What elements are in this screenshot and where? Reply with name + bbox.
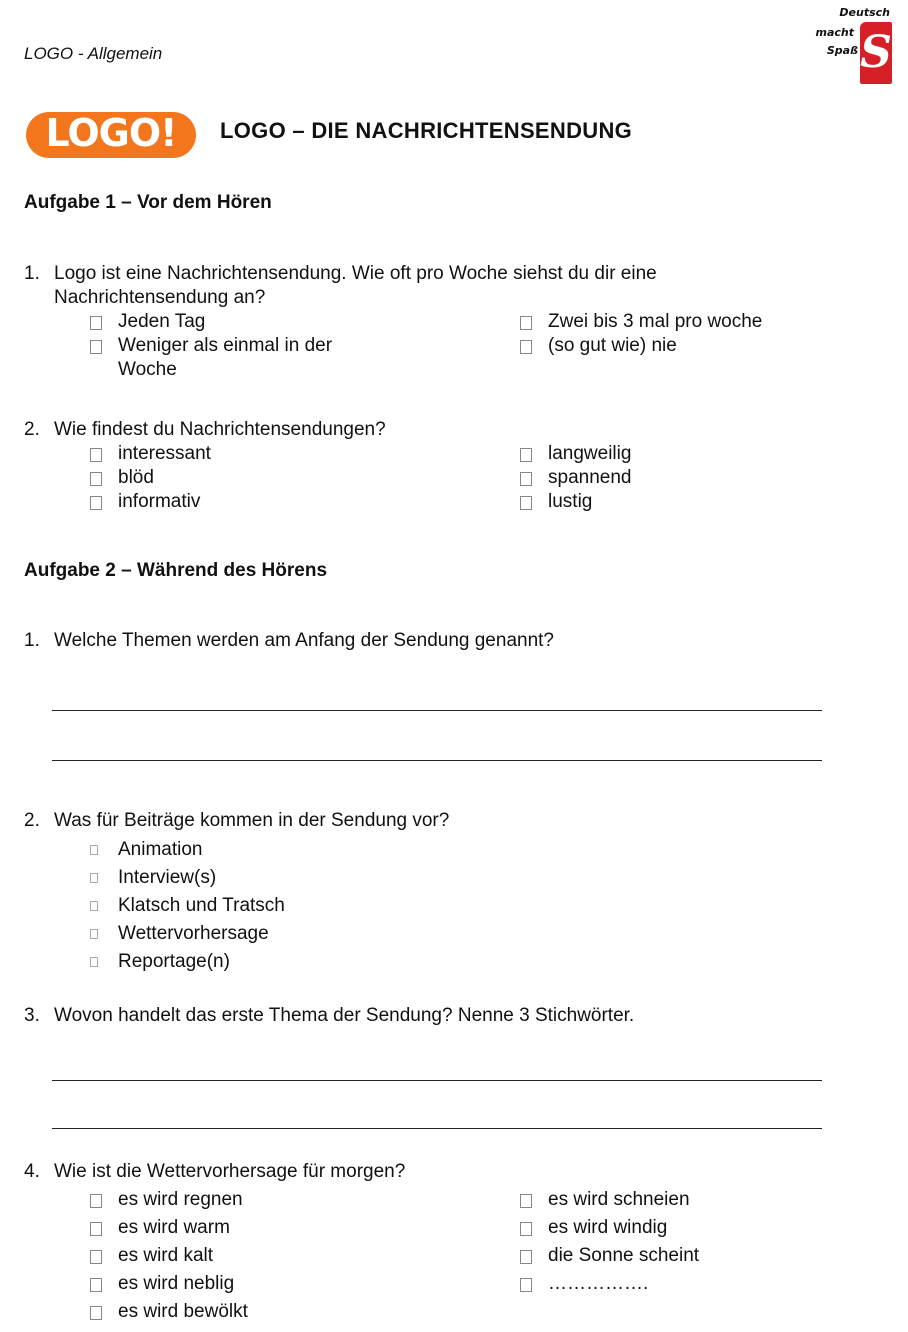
option-label: lustig — [548, 491, 593, 512]
brand-line-1: Deutsch — [839, 6, 890, 19]
option-label: (so gut wie) nie — [548, 335, 677, 356]
logo-badge — [26, 112, 196, 158]
option-label: Wettervorhersage — [118, 923, 269, 944]
document-title: LOGO – DIE NACHRICHTENSENDUNG — [220, 118, 633, 143]
checkbox[interactable] — [90, 472, 102, 486]
option-label: Jeden Tag — [118, 311, 206, 332]
question-text: Wovon handelt das erste Thema der Sendung? Nenne 3 Stichwörter. — [54, 1005, 635, 1026]
question-2-2 — [24, 809, 449, 833]
answer-line[interactable] — [52, 1128, 822, 1129]
option-label: es wird schneien — [548, 1189, 690, 1210]
option-label: es wird warm — [118, 1217, 230, 1238]
options-left-q2-4 — [90, 1186, 470, 1326]
option-bloed[interactable] — [90, 466, 390, 490]
question-number: 1. — [24, 630, 40, 651]
answer-line[interactable] — [52, 760, 822, 761]
option-wettervorhersage[interactable] — [90, 920, 490, 948]
question-number: 3. — [24, 1005, 40, 1026]
option-label: die Sonne scheint — [548, 1245, 700, 1266]
option-label: Reportage(n) — [118, 951, 230, 972]
option-zwei-bis-drei[interactable] — [520, 310, 840, 334]
option-label: es wird bewölkt — [118, 1301, 248, 1322]
question-number: 4. — [24, 1161, 40, 1182]
question-text: Wie ist die Wettervorhersage für morgen? — [54, 1161, 406, 1182]
option-label: es wird regnen — [118, 1189, 243, 1210]
brand-line-3: Spaß — [826, 44, 858, 57]
checkbox[interactable] — [520, 316, 532, 330]
checkbox[interactable] — [520, 448, 532, 462]
option-label: Zwei bis 3 mal pro woche — [548, 311, 763, 332]
options-left-q1-1 — [90, 310, 390, 382]
checkbox[interactable] — [520, 496, 532, 510]
question-2-1 — [24, 629, 554, 653]
checkbox[interactable] — [90, 1250, 102, 1264]
answer-line[interactable] — [52, 1080, 822, 1081]
option-die-sonne-scheint[interactable] — [520, 1242, 860, 1270]
option-lustig[interactable] — [520, 490, 840, 514]
option-label: es wird neblig — [118, 1273, 235, 1294]
option-reportagen[interactable] — [90, 948, 490, 976]
option-es-wird-regnen[interactable] — [90, 1186, 470, 1214]
question-number: 1. — [24, 263, 40, 284]
option-weniger-als-einmal[interactable] — [90, 334, 390, 382]
checkbox[interactable] — [520, 1194, 532, 1208]
option-klatsch-und-tratsch[interactable] — [90, 892, 490, 920]
question-number: 2. — [24, 419, 40, 440]
question-text: Welche Themen werden am Anfang der Sendung genannt? — [54, 630, 554, 651]
option-es-wird-warm[interactable] — [90, 1214, 470, 1242]
checkbox[interactable] — [520, 1222, 532, 1236]
section-heading-aufgabe-1: Aufgabe 1 – Vor dem Hören — [24, 192, 272, 213]
question-number: 2. — [24, 810, 40, 831]
checkbox[interactable] — [90, 340, 102, 354]
section-heading-aufgabe-2: Aufgabe 2 – Während des Hörens — [24, 560, 328, 581]
options-right-q1-1 — [520, 310, 840, 358]
brand-line-2: macht — [815, 26, 854, 39]
option-es-wird-neblig[interactable] — [90, 1270, 470, 1298]
checkbox[interactable] — [90, 1194, 102, 1208]
checkbox[interactable] — [90, 316, 102, 330]
logo-text: LOGO! — [45, 111, 177, 155]
checkbox[interactable] — [90, 845, 98, 855]
option-langweilig[interactable] — [520, 442, 840, 466]
options-right-q1-2 — [520, 442, 840, 514]
checkbox[interactable] — [90, 957, 98, 967]
option-label: es wird windig — [548, 1217, 668, 1238]
options-left-q1-2 — [90, 442, 390, 514]
option-label: Animation — [118, 839, 203, 860]
brand-s-letter: S — [860, 27, 892, 78]
option-animation[interactable] — [90, 836, 490, 864]
option-label: Interview(s) — [118, 867, 217, 888]
option-es-wird-schneien[interactable] — [520, 1186, 860, 1214]
checkbox[interactable] — [90, 873, 98, 883]
option-so-gut-wie-nie[interactable] — [520, 334, 840, 358]
option-jeden-tag[interactable] — [90, 310, 390, 334]
checkbox[interactable] — [90, 448, 102, 462]
checkbox[interactable] — [520, 1250, 532, 1264]
options-right-q2-4 — [520, 1186, 860, 1298]
option-label: informativ — [118, 491, 201, 512]
question-text-line-1: Logo ist eine Nachrichtensendung. Wie oft pro Woche siehst du dir eine — [54, 263, 657, 284]
option-other-blank[interactable] — [520, 1270, 860, 1298]
question-text: Wie findest du Nachrichtensendungen? — [54, 419, 386, 440]
question-text: Was für Beiträge kommen in der Sendung vor? — [54, 810, 450, 831]
question-1-2 — [24, 418, 386, 442]
question-2-4 — [24, 1160, 405, 1184]
option-spannend[interactable] — [520, 466, 840, 490]
checkbox[interactable] — [90, 496, 102, 510]
answer-line[interactable] — [52, 710, 822, 711]
option-label: interessant — [118, 443, 211, 464]
option-label: Weniger als einmal in der — [118, 335, 333, 356]
checkbox[interactable] — [520, 472, 532, 486]
question-1-1 — [24, 262, 657, 310]
checkbox[interactable] — [520, 1278, 532, 1292]
checkbox[interactable] — [90, 1306, 102, 1320]
option-interessant[interactable] — [90, 442, 390, 466]
option-label: spannend — [548, 467, 632, 488]
option-label: langweilig — [548, 443, 632, 464]
option-label-continued: Woche — [118, 359, 177, 380]
option-es-wird-kalt[interactable] — [90, 1242, 470, 1270]
checkbox[interactable] — [90, 1278, 102, 1292]
option-label: blöd — [118, 467, 154, 488]
question-text-line-2: Nachrichtensendung an? — [54, 287, 266, 308]
brand-s-icon — [860, 22, 892, 84]
checkbox[interactable] — [90, 901, 98, 911]
option-label: Klatsch und Tratsch — [118, 895, 285, 916]
option-es-wird-bewoelkt[interactable] — [90, 1298, 470, 1326]
option-informativ[interactable] — [90, 490, 390, 514]
checkbox[interactable] — [90, 1222, 102, 1236]
option-label: es wird kalt — [118, 1245, 214, 1266]
option-es-wird-windig[interactable] — [520, 1214, 860, 1242]
option-interviews[interactable] — [90, 864, 490, 892]
options-q2-2 — [90, 836, 490, 976]
checkbox[interactable] — [90, 929, 98, 939]
page-header-title: LOGO - Allgemein — [24, 44, 163, 63]
checkbox[interactable] — [520, 340, 532, 354]
deutsch-macht-spass-logo — [812, 4, 892, 86]
option-label: ……………. — [548, 1273, 649, 1294]
question-2-3 — [24, 1004, 634, 1028]
